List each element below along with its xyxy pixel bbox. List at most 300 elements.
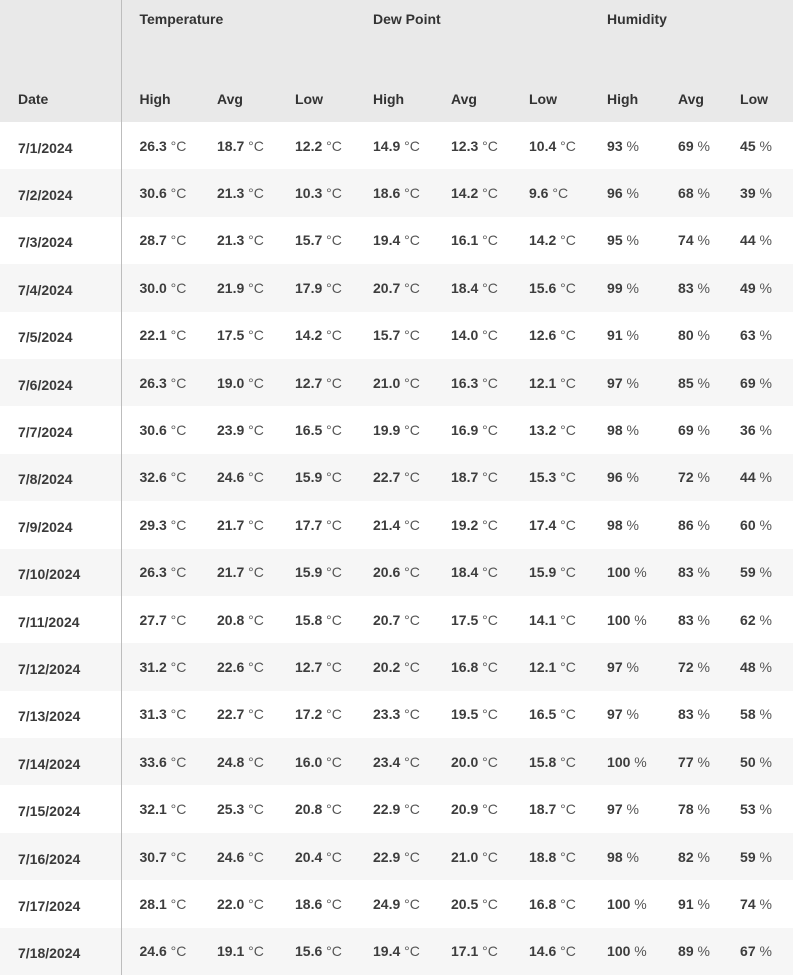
value: 17.1: [451, 943, 479, 960]
value: 67: [740, 943, 756, 960]
unit: °C: [170, 658, 187, 675]
humidity-high-cell: [589, 122, 660, 169]
table-row: [0, 549, 793, 596]
dew-point-high-header: High: [355, 53, 433, 122]
value: 17.5: [217, 327, 245, 344]
unit: °C: [170, 895, 187, 912]
value: 19.0: [217, 374, 245, 391]
value: 21.0: [373, 374, 401, 391]
unit: °C: [560, 943, 576, 960]
dew-point-high-cell: [355, 928, 433, 975]
dew-point-avg-cell: [433, 928, 511, 975]
unit: °C: [170, 422, 187, 439]
unit: °C: [326, 137, 342, 154]
unit: %: [697, 801, 710, 818]
humidity-low-cell: [722, 312, 793, 359]
humidity-high-cell: [589, 169, 660, 216]
value: 20.4: [295, 848, 323, 865]
unit: %: [697, 848, 710, 865]
unit: °C: [326, 279, 342, 296]
unit: °C: [560, 848, 576, 865]
unit: °C: [560, 516, 576, 533]
value: 18.4: [451, 279, 479, 296]
unit: °C: [404, 658, 420, 675]
value: 15.3: [529, 469, 557, 486]
humidity-avg-cell: [660, 501, 722, 548]
value: 15.6: [295, 943, 323, 960]
value: 14.9: [373, 137, 401, 154]
value: 22.7: [217, 706, 245, 723]
value: 22.6: [217, 658, 245, 675]
dew-point-high-cell: [355, 169, 433, 216]
unit: %: [759, 469, 772, 486]
value: 85: [678, 374, 694, 391]
humidity-high-cell: [589, 691, 660, 738]
unit: %: [697, 611, 710, 628]
humidity-group-header: Humidity: [589, 0, 793, 53]
humidity-avg-cell: [660, 691, 722, 738]
temperature-avg-cell: [199, 217, 277, 264]
value: 86: [678, 516, 694, 533]
unit: %: [759, 374, 772, 391]
unit: °C: [248, 137, 264, 154]
value: 36: [740, 422, 756, 439]
humidity-avg-cell: [660, 880, 722, 927]
unit: °C: [482, 753, 498, 770]
dew-point-high-cell: [355, 264, 433, 311]
temperature-high-cell: [121, 406, 199, 453]
unit: °C: [248, 422, 264, 439]
unit: %: [697, 895, 710, 912]
unit: °C: [248, 706, 264, 723]
dew-point-high-cell: [355, 454, 433, 501]
humidity-high-cell: [589, 928, 660, 975]
humidity-low-cell: [722, 785, 793, 832]
temperature-low-cell: [277, 549, 355, 596]
unit: °C: [326, 564, 342, 581]
value: 68: [678, 185, 694, 202]
dew-point-high-cell: [355, 549, 433, 596]
temperature-avg-cell: [199, 596, 277, 643]
dew-point-low-cell: [511, 359, 589, 406]
temperature-high-cell: [121, 643, 199, 690]
value: 17.4: [529, 516, 557, 533]
unit: °C: [404, 374, 420, 391]
dew-point-low-cell: [511, 312, 589, 359]
unit: %: [697, 516, 710, 533]
unit: °C: [404, 327, 420, 344]
value: 96: [607, 185, 623, 202]
humidity-low-cell: [722, 359, 793, 406]
temperature-avg-header: Avg: [199, 53, 277, 122]
unit: %: [697, 279, 710, 296]
unit: °C: [404, 516, 420, 533]
value: 62: [740, 611, 756, 628]
unit: °C: [248, 327, 264, 344]
humidity-low-cell: [722, 691, 793, 738]
unit: °C: [404, 848, 420, 865]
value: 18.8: [529, 848, 557, 865]
unit: %: [759, 422, 772, 439]
humidity-high-cell: [589, 312, 660, 359]
dew-point-avg-cell: [433, 880, 511, 927]
value: 9.6: [529, 185, 549, 202]
temperature-avg-cell: [199, 691, 277, 738]
unit: °C: [326, 895, 342, 912]
table-row: [0, 501, 793, 548]
temperature-avg-cell: [199, 785, 277, 832]
value: 50: [740, 753, 756, 770]
unit: %: [634, 611, 647, 628]
value: 32.1: [139, 801, 167, 818]
dew-point-high-cell: [355, 501, 433, 548]
dew-point-high-cell: [355, 880, 433, 927]
value: 16.1: [451, 232, 479, 249]
value: 28.7: [139, 232, 167, 249]
unit: °C: [248, 611, 264, 628]
unit: %: [626, 374, 639, 391]
unit: %: [634, 564, 647, 581]
humidity-avg-header: Avg: [660, 53, 722, 122]
temperature-avg-cell: [199, 928, 277, 975]
unit: °C: [326, 374, 342, 391]
temperature-group-header: Temperature: [121, 0, 355, 53]
value: 21.7: [217, 516, 245, 533]
unit: °C: [560, 422, 576, 439]
unit: °C: [404, 232, 420, 249]
value: 16.8: [451, 658, 479, 675]
humidity-high-cell: [589, 880, 660, 927]
unit: %: [759, 895, 772, 912]
unit: °C: [560, 706, 576, 723]
value: 31.3: [139, 706, 167, 723]
value: 24.6: [217, 469, 245, 486]
unit: °C: [326, 185, 342, 202]
humidity-avg-cell: [660, 454, 722, 501]
value: 98: [607, 848, 623, 865]
value: 20.9: [451, 801, 479, 818]
unit: °C: [482, 137, 498, 154]
humidity-low-cell: [722, 454, 793, 501]
value: 13.2: [529, 422, 557, 439]
value: 17.9: [295, 279, 323, 296]
value: 53: [740, 801, 756, 818]
value: 21.3: [217, 232, 245, 249]
unit: %: [697, 469, 710, 486]
temperature-low-cell: [277, 169, 355, 216]
date-cell: 7/12/2024: [0, 643, 121, 690]
unit: °C: [560, 232, 576, 249]
date-cell: 7/7/2024: [0, 406, 121, 453]
temperature-avg-cell: [199, 880, 277, 927]
temperature-high-cell: [121, 359, 199, 406]
humidity-low-cell: [722, 169, 793, 216]
humidity-low-cell: [722, 833, 793, 880]
unit: °C: [482, 611, 498, 628]
value: 97: [607, 374, 623, 391]
dew-point-low-cell: [511, 880, 589, 927]
value: 100: [607, 943, 631, 960]
temperature-low-cell: [277, 738, 355, 785]
unit: %: [759, 516, 772, 533]
value: 22.9: [373, 848, 401, 865]
value: 15.8: [295, 611, 323, 628]
value: 16.8: [529, 895, 557, 912]
unit: °C: [482, 232, 498, 249]
dew-point-avg-cell: [433, 596, 511, 643]
value: 58: [740, 706, 756, 723]
unit: %: [634, 943, 647, 960]
date-cell: 7/18/2024: [0, 928, 121, 975]
temperature-low-cell: [277, 880, 355, 927]
value: 98: [607, 516, 623, 533]
unit: °C: [560, 564, 576, 581]
value: 18.7: [217, 137, 245, 154]
temperature-low-cell: [277, 501, 355, 548]
temperature-avg-cell: [199, 169, 277, 216]
unit: °C: [248, 753, 264, 770]
dew-point-low-cell: [511, 596, 589, 643]
dew-point-low-cell: [511, 169, 589, 216]
temperature-low-cell: [277, 928, 355, 975]
value: 16.3: [451, 374, 479, 391]
temperature-low-cell: [277, 596, 355, 643]
value: 14.2: [295, 327, 323, 344]
unit: °C: [404, 943, 420, 960]
unit: °C: [248, 232, 264, 249]
temperature-avg-cell: [199, 264, 277, 311]
humidity-high-cell: [589, 738, 660, 785]
value: 83: [678, 706, 694, 723]
unit: °C: [326, 232, 342, 249]
value: 18.7: [451, 469, 479, 486]
unit: °C: [326, 327, 342, 344]
dew-point-avg-cell: [433, 359, 511, 406]
temperature-low-cell: [277, 643, 355, 690]
temperature-avg-cell: [199, 122, 277, 169]
humidity-low-header: Low: [722, 53, 793, 122]
unit: °C: [482, 564, 498, 581]
value: 20.0: [451, 753, 479, 770]
unit: °C: [482, 469, 498, 486]
table-row: [0, 880, 793, 927]
unit: °C: [248, 848, 264, 865]
value: 23.3: [373, 706, 401, 723]
value: 20.8: [217, 611, 245, 628]
value: 23.4: [373, 753, 401, 770]
humidity-low-cell: [722, 596, 793, 643]
value: 21.4: [373, 516, 401, 533]
table-row: [0, 454, 793, 501]
unit: °C: [326, 469, 342, 486]
unit: °C: [404, 422, 420, 439]
value: 18.6: [373, 185, 401, 202]
unit: °C: [404, 564, 420, 581]
dew-point-avg-cell: [433, 643, 511, 690]
dew-point-low-header: Low: [511, 53, 589, 122]
humidity-low-cell: [722, 406, 793, 453]
humidity-low-cell: [722, 217, 793, 264]
unit: °C: [404, 469, 420, 486]
dew-point-high-cell: [355, 833, 433, 880]
value: 44: [740, 232, 756, 249]
value: 99: [607, 279, 623, 296]
unit: %: [626, 422, 639, 439]
date-cell: 7/16/2024: [0, 833, 121, 880]
value: 19.5: [451, 706, 479, 723]
unit: %: [697, 564, 710, 581]
dew-point-high-cell: [355, 406, 433, 453]
value: 91: [678, 895, 694, 912]
temperature-low-header: Low: [277, 53, 355, 122]
unit: °C: [482, 943, 498, 960]
dew-point-avg-cell: [433, 264, 511, 311]
temperature-low-cell: [277, 691, 355, 738]
value: 12.3: [451, 137, 479, 154]
date-cell: 7/6/2024: [0, 359, 121, 406]
unit: °C: [482, 422, 498, 439]
value: 21.9: [217, 279, 245, 296]
unit: %: [759, 658, 772, 675]
unit: °C: [170, 611, 187, 628]
unit: °C: [326, 706, 342, 723]
value: 49: [740, 279, 756, 296]
value: 29.3: [139, 516, 167, 533]
unit: %: [626, 232, 639, 249]
value: 12.7: [295, 658, 323, 675]
dew-point-high-cell: [355, 691, 433, 738]
date-cell: 7/10/2024: [0, 549, 121, 596]
humidity-high-cell: [589, 454, 660, 501]
unit: °C: [404, 137, 420, 154]
unit: °C: [248, 895, 264, 912]
unit: °C: [326, 658, 342, 675]
unit: °C: [404, 801, 420, 818]
dew-point-group-header: Dew Point: [355, 0, 589, 53]
value: 19.2: [451, 516, 479, 533]
value: 14.1: [529, 611, 557, 628]
value: 24.8: [217, 753, 245, 770]
unit: %: [626, 137, 639, 154]
unit: °C: [326, 422, 342, 439]
humidity-high-cell: [589, 549, 660, 596]
humidity-avg-cell: [660, 928, 722, 975]
humidity-avg-cell: [660, 359, 722, 406]
value: 12.1: [529, 658, 557, 675]
value: 22.1: [139, 327, 167, 344]
unit: °C: [404, 279, 420, 296]
unit: °C: [170, 185, 187, 202]
unit: %: [759, 801, 772, 818]
humidity-avg-cell: [660, 549, 722, 596]
value: 15.8: [529, 753, 557, 770]
date-cell: 7/9/2024: [0, 501, 121, 548]
table-row: [0, 691, 793, 738]
dew-point-high-cell: [355, 122, 433, 169]
humidity-avg-cell: [660, 833, 722, 880]
humidity-avg-cell: [660, 643, 722, 690]
dew-point-low-cell: [511, 691, 589, 738]
temperature-avg-cell: [199, 643, 277, 690]
value: 95: [607, 232, 623, 249]
value: 33.6: [139, 753, 167, 770]
dew-point-avg-cell: [433, 454, 511, 501]
unit: °C: [170, 279, 187, 296]
value: 16.5: [295, 422, 323, 439]
dew-point-avg-cell: [433, 169, 511, 216]
date-cell: 7/5/2024: [0, 312, 121, 359]
dew-point-avg-cell: [433, 312, 511, 359]
date-header-label: Date: [18, 91, 49, 107]
value: 20.2: [373, 658, 401, 675]
value: 59: [740, 848, 756, 865]
dew-point-high-cell: [355, 359, 433, 406]
humidity-high-cell: [589, 264, 660, 311]
unit: °C: [170, 753, 187, 770]
temperature-low-cell: [277, 359, 355, 406]
dew-point-high-cell: [355, 785, 433, 832]
unit: °C: [404, 895, 420, 912]
unit: °C: [326, 516, 342, 533]
table-row: [0, 643, 793, 690]
humidity-low-cell: [722, 122, 793, 169]
humidity-low-cell: [722, 501, 793, 548]
unit: °C: [482, 706, 498, 723]
temperature-low-cell: [277, 785, 355, 832]
humidity-low-cell: [722, 643, 793, 690]
dew-point-low-cell: [511, 643, 589, 690]
unit: °C: [170, 469, 187, 486]
value: 30.0: [139, 279, 167, 296]
value: 15.9: [529, 564, 557, 581]
humidity-low-cell: [722, 880, 793, 927]
temperature-avg-cell: [199, 312, 277, 359]
unit: °C: [560, 327, 576, 344]
value: 12.2: [295, 137, 323, 154]
temperature-high-cell: [121, 501, 199, 548]
table-row: [0, 833, 793, 880]
value: 26.3: [139, 564, 167, 581]
value: 14.6: [529, 943, 557, 960]
unit: %: [626, 469, 639, 486]
value: 69: [678, 137, 694, 154]
value: 39: [740, 185, 756, 202]
value: 15.7: [295, 232, 323, 249]
date-cell: 7/2/2024: [0, 169, 121, 216]
humidity-low-cell: [722, 549, 793, 596]
unit: °C: [560, 137, 576, 154]
unit: °C: [482, 516, 498, 533]
date-cell: 7/17/2024: [0, 880, 121, 927]
unit: °C: [170, 137, 187, 154]
unit: %: [759, 185, 772, 202]
unit: °C: [560, 611, 576, 628]
value: 24.6: [217, 848, 245, 865]
temperature-low-cell: [277, 122, 355, 169]
unit: %: [759, 943, 772, 960]
value: 14.0: [451, 327, 479, 344]
value: 18.6: [295, 895, 323, 912]
unit: °C: [170, 516, 187, 533]
unit: %: [626, 706, 639, 723]
unit: °C: [326, 611, 342, 628]
temperature-avg-cell: [199, 549, 277, 596]
value: 97: [607, 706, 623, 723]
value: 21.7: [217, 564, 245, 581]
value: 21.0: [451, 848, 479, 865]
humidity-avg-cell: [660, 217, 722, 264]
unit: %: [697, 327, 710, 344]
